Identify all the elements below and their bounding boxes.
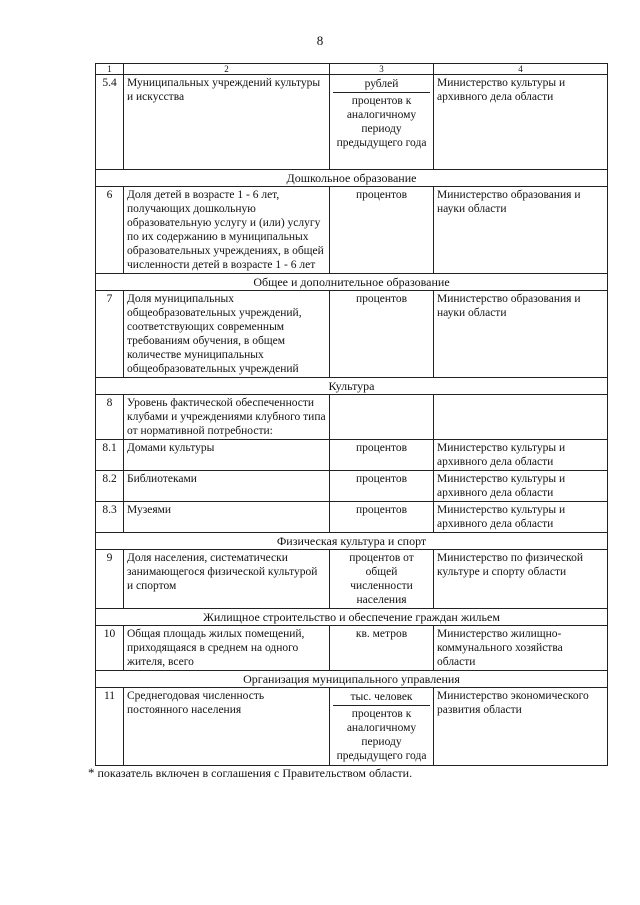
- indicator-name: Доля населения, систематически занимающегося физической культурой и спортом: [124, 550, 330, 609]
- section-title: Культура: [96, 378, 608, 395]
- indicator-name: Среднегодовая численность постоянного населения: [124, 688, 330, 766]
- table-row: [96, 187, 608, 274]
- section-header: [96, 378, 608, 395]
- table-row: [96, 440, 608, 471]
- page-number: 8: [316, 33, 324, 48]
- table-row: [96, 471, 608, 502]
- section-header: [96, 170, 608, 187]
- responsible-ministry: Министерство образования и науки области: [434, 187, 608, 274]
- responsible-ministry: Министерство жилищно-коммунального хозяйства области: [434, 626, 608, 671]
- row-number: 8: [96, 395, 124, 440]
- section-title: Общее и дополнительное образование: [96, 274, 608, 291]
- indicator-name: Уровень фактической обеспеченности клубами и учреждениями клубного типа от нормативной потребности:: [124, 395, 330, 440]
- unit-value: процентов: [330, 187, 434, 274]
- column-number: 4: [434, 64, 608, 75]
- section-title: Жилищное строительство и обеспечение граждан жильем: [96, 609, 608, 626]
- indicators-table: [95, 63, 608, 766]
- section-header: [96, 671, 608, 688]
- responsible-ministry: Министерство культуры и архивного дела области: [434, 75, 608, 170]
- unit-cell: [330, 75, 434, 170]
- column-number: 1: [96, 64, 124, 75]
- indicator-name: Доля детей в возрасте 1 - 6 лет, получающих дошкольную образовательную услугу и (или) услугу по их содержанию в муниципальных образовательных учреждениях, в общей численности детей в возрасте 1 - 6 лет: [124, 187, 330, 274]
- responsible-ministry: Министерство экономического развития области: [434, 688, 608, 766]
- responsible-ministry: Министерство культуры и архивного дела области: [434, 440, 608, 471]
- responsible-ministry: Министерство образования и науки области: [434, 291, 608, 378]
- row-number: 8.1: [96, 440, 124, 471]
- section-header: [96, 609, 608, 626]
- unit-value: процентов к аналогичному периоду предыдущего года: [333, 92, 430, 151]
- table-row: [96, 502, 608, 533]
- table-row: [96, 75, 608, 170]
- unit-value: процентов: [330, 502, 434, 533]
- indicator-name: Домами культуры: [124, 440, 330, 471]
- row-number: 5.4: [96, 75, 124, 170]
- table-row: [96, 626, 608, 671]
- row-number: 6: [96, 187, 124, 274]
- row-number: 11: [96, 688, 124, 766]
- indicator-name: Библиотеками: [124, 471, 330, 502]
- table-row: [96, 550, 608, 609]
- row-number: 8.3: [96, 502, 124, 533]
- unit-value: процентов: [330, 471, 434, 502]
- unit-value: процентов от общей численности населения: [330, 550, 434, 609]
- footnote-marker: *: [88, 765, 95, 780]
- table-row: [96, 395, 608, 440]
- indicator-name: Общая площадь жилых помещений, приходящаяся в среднем на одного жителя, всего: [124, 626, 330, 671]
- indicator-name: Музеями: [124, 502, 330, 533]
- section-header: [96, 274, 608, 291]
- section-title: Физическая культура и спорт: [96, 533, 608, 550]
- table-row: [96, 688, 608, 766]
- unit-value: [330, 395, 434, 440]
- responsible-ministry: Министерство по физической культуре и спорту области: [434, 550, 608, 609]
- section-title: Организация муниципального управления: [96, 671, 608, 688]
- unit-cell: [330, 688, 434, 766]
- column-number-row: [96, 64, 608, 75]
- row-number: 10: [96, 626, 124, 671]
- row-number: 8.2: [96, 471, 124, 502]
- unit-value: процентов: [330, 291, 434, 378]
- indicator-name: Муниципальных учреждений культуры и искусства: [124, 75, 330, 170]
- column-number: 3: [330, 64, 434, 75]
- unit-value: процентов к аналогичному периоду предыдущего года: [333, 705, 430, 764]
- responsible-ministry: [434, 395, 608, 440]
- row-number: 9: [96, 550, 124, 609]
- footnote-text: показатель включен в соглашения с Правительством области.: [97, 766, 413, 780]
- responsible-ministry: Министерство культуры и архивного дела области: [434, 502, 608, 533]
- indicator-name: Доля муниципальных общеобразовательных учреждений, соответствующих современным требованиям обучения, в общем количестве муниципальных общеобразовательных учреждений: [124, 291, 330, 378]
- row-number: 7: [96, 291, 124, 378]
- responsible-ministry: Министерство культуры и архивного дела области: [434, 471, 608, 502]
- footnote: [88, 765, 412, 781]
- table-row: [96, 291, 608, 378]
- unit-value: рублей: [364, 78, 399, 90]
- unit-value: процентов: [330, 440, 434, 471]
- unit-value: тыс. человек: [350, 691, 413, 703]
- section-header: [96, 533, 608, 550]
- section-title: Дошкольное образование: [96, 170, 608, 187]
- column-number: 2: [124, 64, 330, 75]
- unit-value: кв. метров: [330, 626, 434, 671]
